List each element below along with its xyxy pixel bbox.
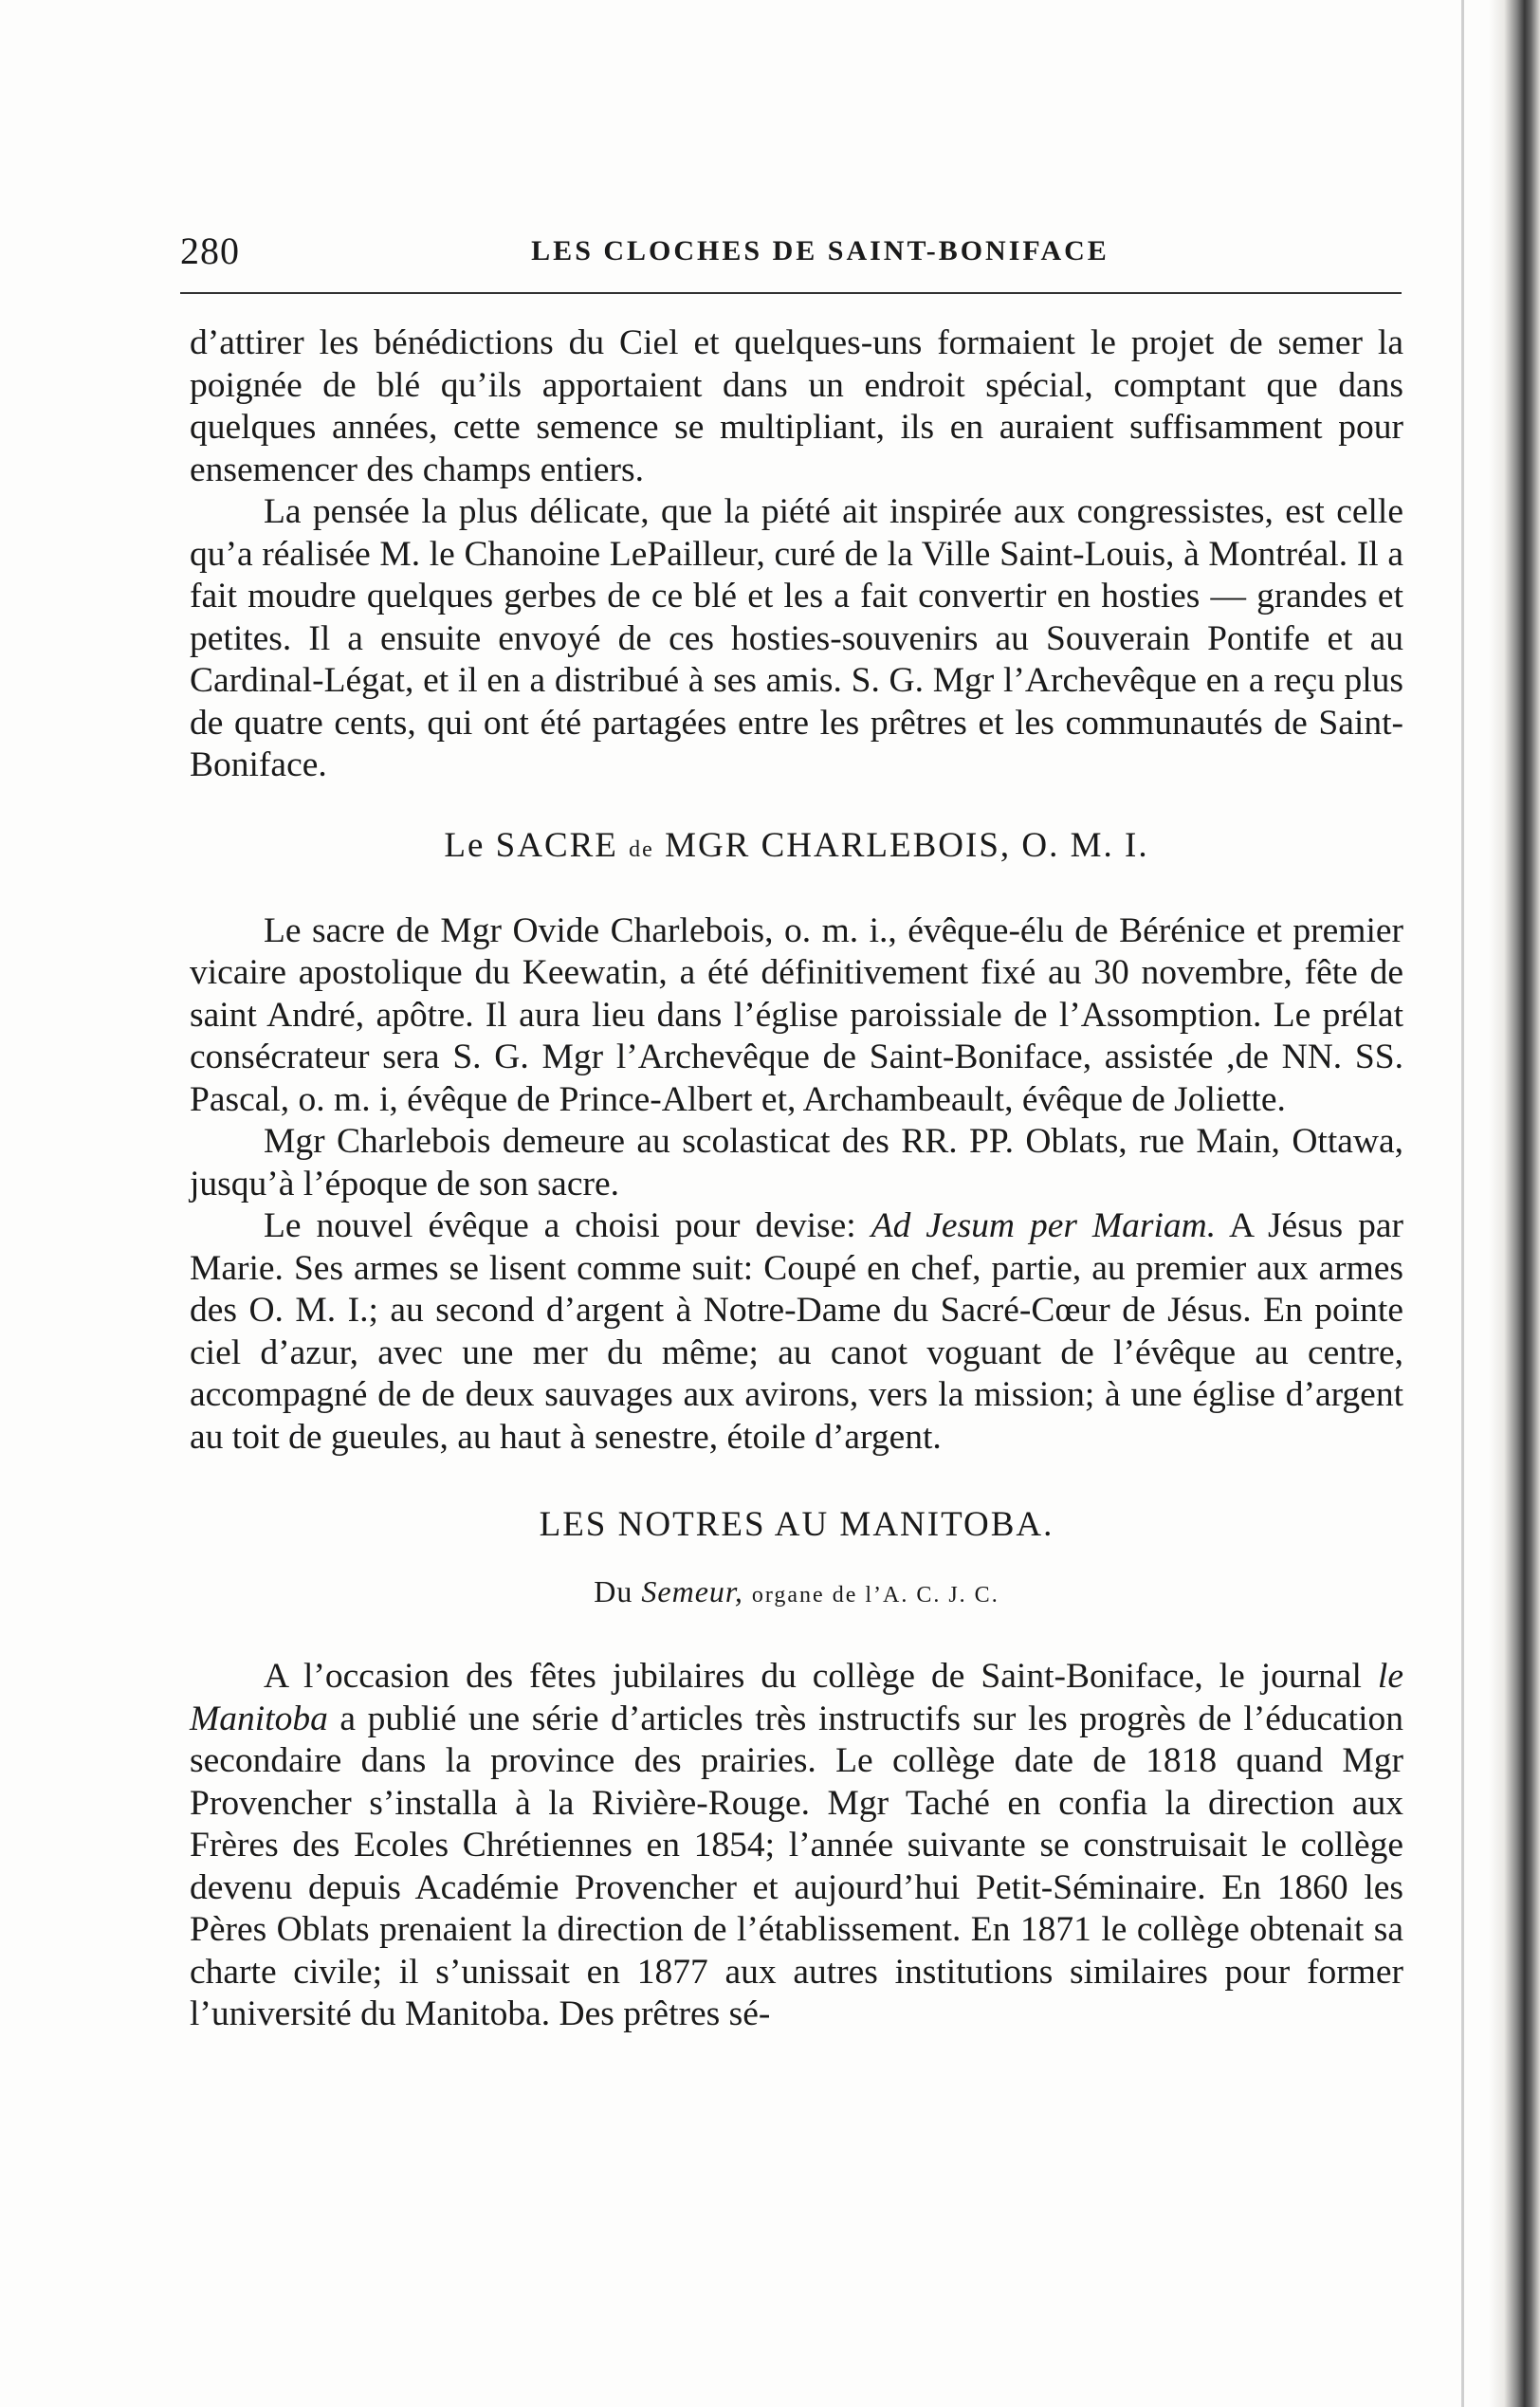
running-title: LES CLOCHES DE SAINT-BONIFACE [531,235,1109,266]
paragraph: d’attirer les bénédictions du Ciel et quelques-uns formaient le projet de semer la poignée de blé qu’ils apportaient dans un endroit spécial, comptant que dans quelques années, cette semence se multipliant, ils en auraient suffisamment pour ensemencer des champs entiers. [190,323,1403,489]
page-number: 280 [180,230,240,272]
section-title-part: MGR CHARLEBOIS, O. M. I. [665,825,1149,865]
paragraph: Le sacre de Mgr Ovide Charlebois, o. m. i., évêque-élu de Bérénice et premier vicaire apostolique du Keewatin, a été définitivement fixé au 30 novembre, fête de saint André, apôtre. Il aura lieu dans l’église paroissiale de l’Assomption. Le prélat consécrateur sera S. G. Mgr l’Archevêque de Saint-Boniface, assistée ,de NN. SS. Pascal, o. m. i, évêque de Prince-Albert et, Archambeault, évêque de Joliette. [190,910,1403,1119]
page-body [190,322,1403,2036]
paragraph: Mgr Charlebois demeure au scolasticat des RR. PP. Oblats, rue Main, Ottawa, jusqu’à l’époque de son sacre. [190,1122,1403,1204]
journal-name: le Manitoba [190,1657,1403,1738]
paragraph-text: Le nouvel évêque a choisi pour devise: [264,1206,871,1245]
paragraph: La pensée la plus délicate, que la piété ait inspirée aux congressistes, est celle qu’a réalisée M. le Chanoine LePailleur, curé de la Ville Saint-Louis, à Montréal. Il a fait moudre quelques gerbes de ce blé et les a fait convertir en hosties — grandes et petites. Il a ensuite envoyé de ces hosties-souvenirs au Souverain Pontife et au Cardinal-Légat, et il en a distribué à ses amis. S. G. Mgr l’Archevêque en a reçu plus de quatre cents, qui ont été partagées entre les prêtres et les communautés de Saint-Boniface. [190,492,1403,784]
paragraph-text: A Jésus par Marie. Ses armes se lisent comme suit: Coupé en chef, partie, au premier aux armes des O. M. I.; au second d’argent à Notre-Dame du Sacré-Cœur de Jésus. En pointe ciel d’azur, avec une mer du même; au canot voguant de l’évêque au centre, accompagné de de deux sauvages aux avirons, vers la mission; à une église d’argent au toit de gueules, au haut à senestre, étoile d’argent. [190,1206,1403,1457]
source-prefix: Du [594,1574,633,1608]
page-header [180,228,1403,275]
section-title-part: de [629,836,654,862]
paragraph [190,1656,1403,2036]
section-title-manitoba: LES NOTRES AU MANITOBA. [539,1505,1054,1544]
section-title-part: Le SACRE [444,825,618,865]
paragraph-text: a publié une série d’articles très instructifs sur les progrès de l’éducation secondaire dans la province des prairies. Le collège date de 1818 quand Mgr Provencher s’installa à la Rivière-Rouge. Mgr Taché en confia la direction aux Frères des Ecoles Chrétiennes en 1854; l’année suivante se construisait le collège devenu depuis Académie Provencher et aujourd’hui Petit-Séminaire. En 1860 les Pères Oblats prenaient la direction de l’établissement. En 1871 le collège obtenait sa charte civile; il s’unissait en 1877 aux autres institutions similaires pour former l’université du Manitoba. Des prêtres sé- [190,1699,1403,2033]
header-rule [180,292,1402,294]
section-source-line [190,1571,1403,1616]
motto: Ad Jesum per Mariam. [871,1206,1217,1245]
page-binding-edge [1489,0,1540,2407]
source-organ: organe de l’A. C. J. C. [751,1583,999,1608]
section-title-sacre [190,825,1403,871]
page-edge-line [1461,0,1464,2407]
source-journal: Semeur, [641,1574,743,1608]
paragraph [190,1205,1403,1459]
paragraph-text: A l’occasion des fêtes jubilaires du collège de Saint-Boniface, le journal [264,1657,1378,1696]
